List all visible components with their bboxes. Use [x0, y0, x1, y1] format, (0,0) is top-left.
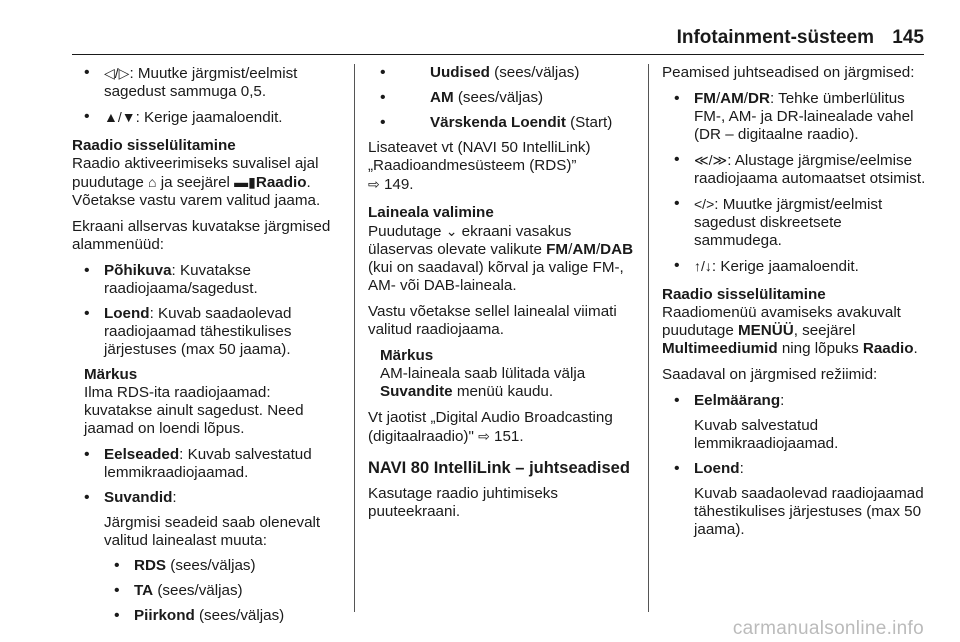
triangle-prev-next-icon: ◁/▷ — [104, 65, 130, 81]
paragraph: Kasutage raadio juhtimiseks puuteekraani. — [368, 485, 558, 520]
paragraph: Peamised juhtseadised on järgmised: — [662, 64, 915, 81]
page-number: 145 — [892, 27, 924, 48]
note: Märkus AM-laineala saab lülitada välja Suvandite menüü kaudu. — [380, 347, 586, 400]
section-heading: NAVI 80 IntelliLink – juhtseadised — [368, 459, 630, 477]
list-item: • Põhikuva: Kuvatakse raadiojaama/sagedust. — [72, 262, 340, 298]
paragraph: Ekraani allservas kuvatakse järgmised alammenüüd: — [72, 218, 331, 253]
page-header — [0, 29, 960, 49]
column-2 — [368, 64, 636, 529]
paragraph: Saadaval on järgmised režiimid: — [662, 366, 878, 383]
reference-arrow-icon: ⇨ — [478, 428, 490, 444]
column-divider-1 — [354, 64, 355, 612]
section-heading: Laineala valimine — [368, 204, 494, 221]
chapter-title: Infotainment-süsteem — [676, 27, 874, 48]
paragraph: Raadiomenüü avamiseks avakuvalt puudutage MENÜÜ, seejärel Multimeediumid ning lõpuks Raadio. — [662, 304, 918, 357]
column-1 — [72, 64, 340, 632]
paragraph: Puudutage ⌄ ekraani vasakus ülaservas olevate valikute FM/AM/DAB (kui on saadaval) kõrval ja valige FM-, AM- või DAB-laineala. — [368, 223, 634, 294]
list-item: • ↑/↓: Kerige jaamaloendit. — [662, 257, 928, 276]
list-item: • Loend: Kuvab saadaolevad raadiojaamad tähestikulises järjestuses (max 50 jaama). — [72, 305, 340, 359]
triangle-up-down-icon: ▲/▼ — [104, 109, 136, 125]
radio-icon: ▬▮ — [234, 174, 256, 190]
double-chevron-icon: ≪/≫ — [694, 152, 728, 168]
watermark: carmanualsonline.info — [732, 618, 924, 639]
list-item: • FM/AM/DR: Tehke ümberlülitus FM-, AM- ja DR-lainealade vahel (DR – digitaalne raadio). — [662, 90, 928, 144]
paragraph: Vastu võetakse sellel lainealal viimati valitud raadiojaama. — [368, 303, 617, 338]
section-heading: Raadio sisselülitamine — [72, 137, 236, 154]
sub-list-item: • AM (sees/väljas) — [368, 89, 636, 107]
arrow-up-down-icon: ↑/↓ — [694, 258, 712, 274]
sub-list-item: • TA (sees/väljas) — [72, 582, 340, 600]
paragraph: Vt jaotist „Digital Audio Broadcasting (digitaalraadio)" ⇨ 151. — [368, 409, 613, 445]
sub-list-item: • Uudised (sees/väljas) — [368, 64, 636, 82]
list-item: • </>: Muutke järgmist/eelmist sagedust diskreetsete sammudega. — [662, 195, 928, 250]
list-item: • ≪/≫: Alustage järgmise/eelmise raadiojaama automaatset otsimist. — [662, 151, 928, 188]
header-rule — [72, 54, 924, 55]
list-item-subtext: Kuvab salvestatud lemmikraadiojaamad. — [694, 417, 839, 452]
chevron-prev-next-icon: </> — [694, 196, 715, 212]
list-item: • Eelmäärang: — [662, 392, 928, 410]
list-item: • Eelseaded: Kuvab salvestatud lemmikraadiojaamad. — [72, 446, 340, 482]
sub-list-item: • Värskenda Loendit (Start) — [368, 114, 636, 132]
sub-list-item: • RDS (sees/väljas) — [72, 557, 340, 575]
section-heading: Raadio sisselülitamine — [662, 286, 826, 303]
list-item-subtext: Järgmisi seadeid saab olenevalt valitud lainealast muuta: — [104, 514, 321, 549]
reference-arrow-icon: ⇨ — [368, 176, 380, 192]
list-item: • Loend: — [662, 460, 928, 478]
paragraph: Lisateavet vt (NAVI 50 IntelliLink) „Raadioandmesüsteem (RDS)” ⇨ 149. — [368, 139, 591, 193]
chevron-down-icon: ⌄ — [445, 223, 458, 239]
list-item-subtext: Kuvab saadaolevad raadiojaamad tähestikulises järjestuses (max 50 jaama). — [694, 485, 924, 538]
list-item: • ◁/▷: Muutke järgmist/eelmist sagedust sammuga 0,5. — [72, 64, 340, 101]
home-icon: ⌂ — [148, 174, 157, 190]
column-divider-2 — [648, 64, 649, 612]
sub-list-item: • Piirkond (sees/väljas) — [72, 607, 340, 625]
note: Märkus Ilma RDS-ita raadiojaamad: kuvatakse ainult sagedust. Need jaamad on loendi lõpus. — [84, 366, 304, 437]
column-3 — [662, 64, 928, 546]
list-item: • ▲/▼: Kerige jaamaloendit. — [72, 108, 340, 127]
paragraph: Raadio aktiveerimiseks suvalisel ajal puudutage ⌂ ja seejärel ▬▮Raadio. Võetakse vastu varem valitud jaama. — [72, 155, 321, 209]
list-item: • Suvandid: — [72, 489, 340, 507]
